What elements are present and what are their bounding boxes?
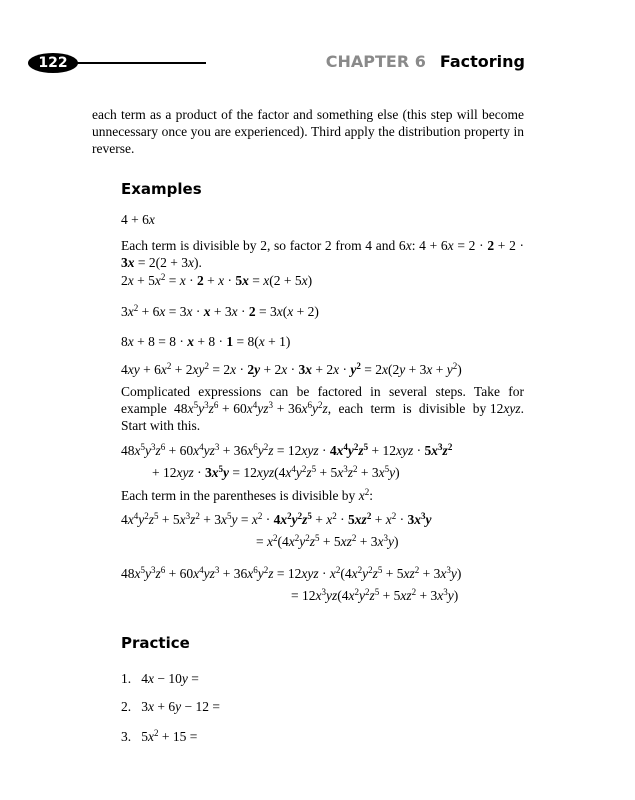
practice-item-2: 2. 3x + 6y − 12 = <box>121 699 220 714</box>
chapter-title: Factoring <box>439 52 525 71</box>
example-3-equation: $3x^2 + 6x = 3x \cdot x + 3x \cdot 2 = 3x(x + 2)$ <box>121 303 319 319</box>
intro-paragraph: each term as a product of the factor and something else (this step will become unnecessary once you are experienced). Third apply the distribution property in reverse. <box>92 107 524 156</box>
chapter-label: CHAPTER 6 <box>325 52 426 71</box>
step-1-line-2: + $12xyz \cdot 3x^5y = 12xyz(4x^4y^2z^5 + 5x^3z^2 + 3x^5y)$ <box>152 464 400 480</box>
running-header <box>28 50 525 76</box>
example-1-expression: 4 + 6x <box>121 212 155 227</box>
header-rule <box>76 62 206 64</box>
step-2-line-1: $4x^4y^2z^5 + 5x^3z^2 + 3x^5y = x^2 \cdot 4x^2y^2z^5 + x^2 \cdot 5xz^2 + x^2 \cdot 3x^3y$ <box>121 511 432 527</box>
practice-item-3: 3. $5x^2 + 15$ = <box>121 728 198 744</box>
step-2-line-2: = $x^2(4x^2y^2z^5 + 5xz^2 + 3x^3y)$ <box>256 533 399 549</box>
practice-heading: Practice <box>121 634 190 652</box>
example-4-equation: 8x + 8 = 8 · x + 8 · 1 = 8(x + 1) <box>121 334 291 349</box>
final-line-1: $48x^5y^3z^6 + 60x^4yz^3 + 36x^6y^2z = 12xyz \cdot x^2(4x^2y^2z^5 + 5xz^2 + 3x^3y)$ <box>121 565 462 581</box>
example-2-equation: $2x + 5x^2 = x \cdot 2 + x \cdot 5x = x(2 + 5x)$ <box>121 272 313 288</box>
examples-heading: Examples <box>121 180 202 198</box>
complicated-expression-text: Complicated expressions can be factored in several steps. Take for example $48x^5y^3z^6 + 60x^4yz^3 + 36x^6y^2z$, each term is divisible by 12xyz. Start with this. <box>121 384 525 433</box>
final-line-2: = $12x^3yz(4x^2y^2z^5 + 5xz^2 + 3x^3y)$ <box>291 587 459 603</box>
step-1-line-1: $48x^5y^3z^6 + 60x^4yz^3 + 36x^6y^2z = 12xyz \cdot 4x^4y^2z^5 + 12xyz \cdot 5x^3z^2$ <box>121 442 453 458</box>
practice-item-1: 1. 4x − 10y = <box>121 671 199 686</box>
example-1-explanation: Each term is divisible by 2, so factor 2 from 4 and 6x: 4 + 6x = 2 · 2 + 2 · 3x = 2(2 + 3x). <box>121 238 525 270</box>
example-5-equation: $4xy + 6x^2 + 2xy^2 = 2x \cdot 2y + 2x \cdot 3x + 2x \cdot y^2 = 2x(2y + 3x + y^2)$ <box>121 361 462 377</box>
parentheses-text: Each term in the parentheses is divisible by $x^2$: <box>121 487 373 503</box>
chapter-heading <box>326 52 525 71</box>
page-number-badge: 122 <box>28 53 78 73</box>
